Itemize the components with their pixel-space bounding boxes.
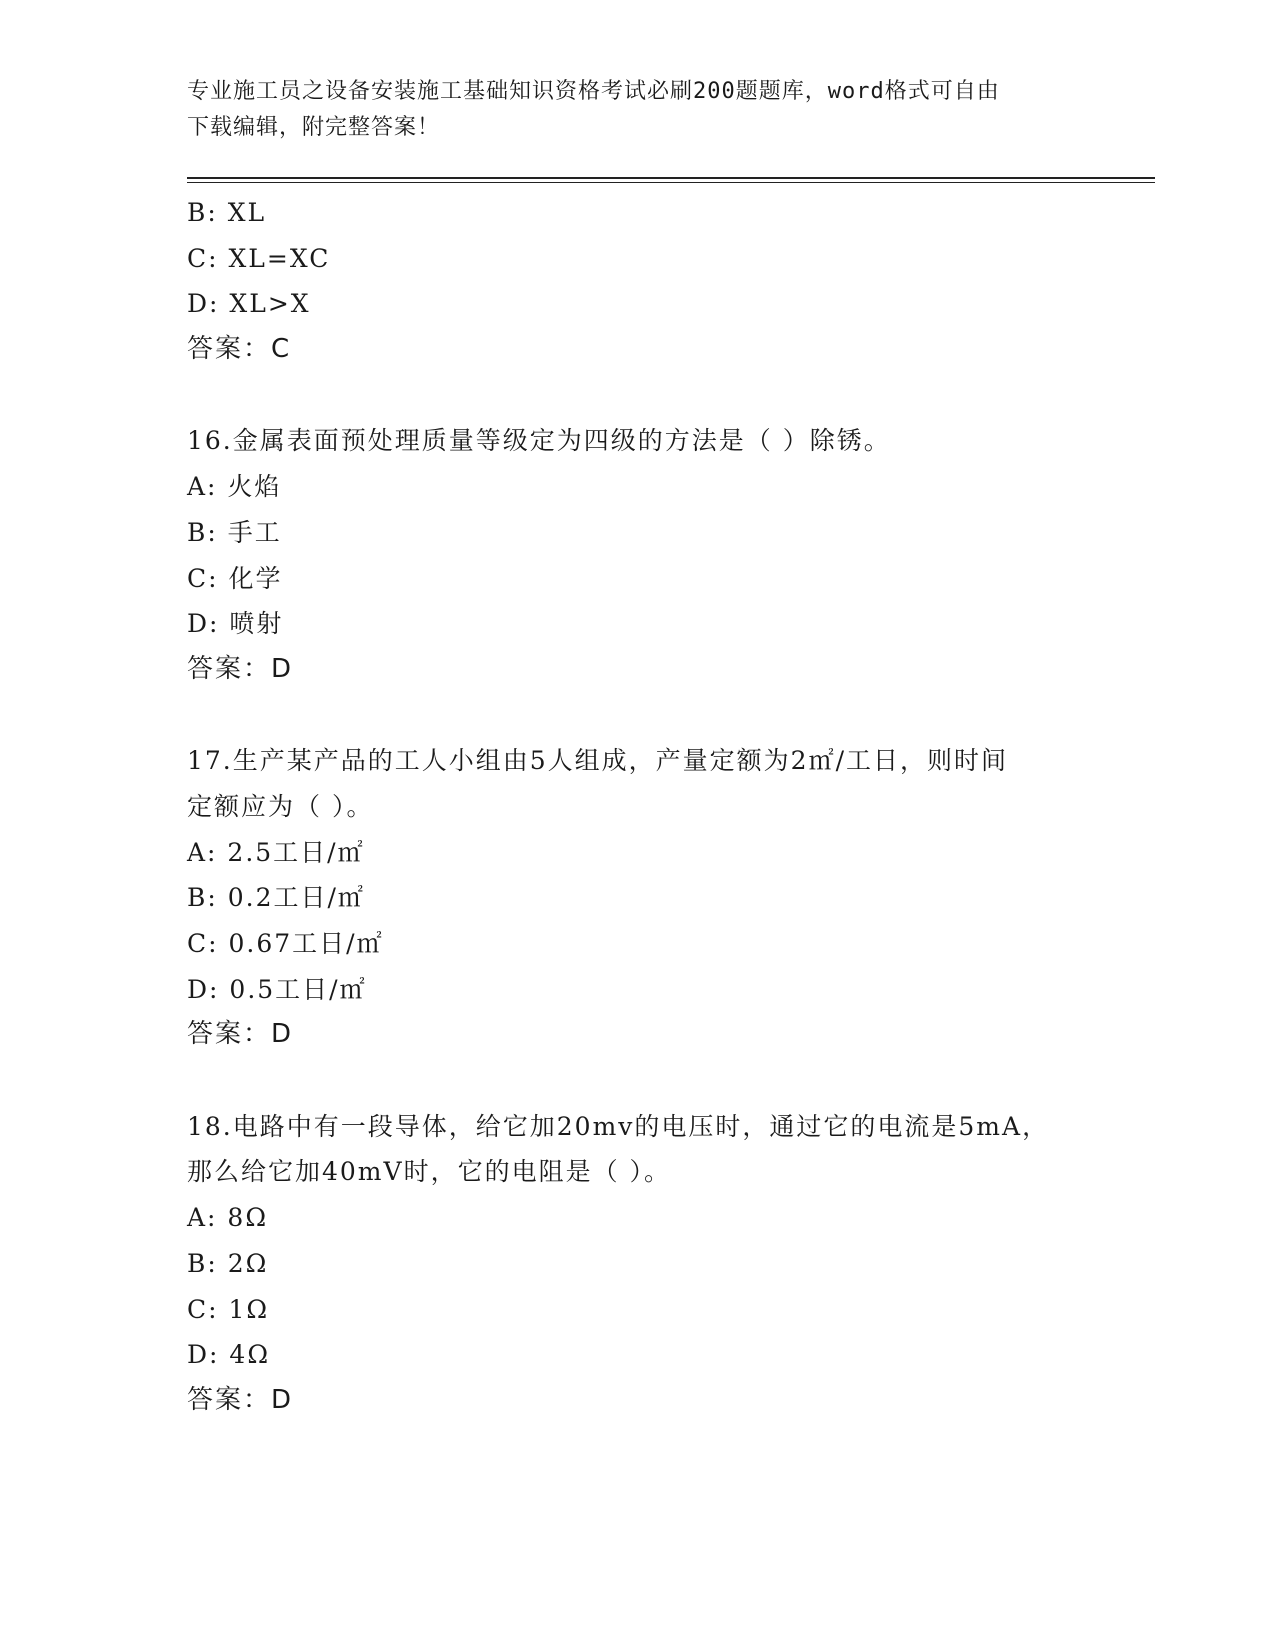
header-title-line-1: 专业施工员之设备安装施工基础知识资格考试必刷200题题库，word格式可自由 xyxy=(187,79,1000,104)
question-stem-line-1: 18.电路中有一段导体，给它加20mv的电压时，通过它的电流是5mA， xyxy=(187,1111,1050,1141)
option-a: A: 火焰 xyxy=(187,472,282,502)
question-18 xyxy=(187,1104,1087,1424)
question-list xyxy=(187,190,1087,1424)
option-b: B: 2Ω xyxy=(187,1248,269,1278)
header-title-line-2: 下载编辑，附完整答案！ xyxy=(187,115,441,140)
spacer xyxy=(187,373,1087,419)
question-stem: 16.金属表面预处理质量等级定为四级的方法是（ ）除锈。 xyxy=(187,426,891,456)
page-header xyxy=(187,74,1067,146)
question-stem-line-2: 那么给它加40mV时，它的电阻是（ ）。 xyxy=(187,1157,672,1187)
option-c: C: 0.67工日/㎡ xyxy=(187,929,384,958)
question-17 xyxy=(187,738,1087,1058)
question-16 xyxy=(187,418,1087,692)
option-a: A: 2.5工日/㎡ xyxy=(187,837,365,867)
option-d: D: 4Ω xyxy=(187,1340,271,1370)
spacer xyxy=(187,693,1087,739)
option-a: A: 8Ω xyxy=(187,1203,269,1233)
option-c: C: 1Ω xyxy=(187,1294,270,1324)
question-stem-line-1: 17.生产某产品的工人小组由5人组成，产量定额为2㎡/工日，则时间 xyxy=(187,746,1008,776)
answer: 答案：C xyxy=(187,334,292,365)
option-d: D: XL>X xyxy=(187,289,311,319)
spacer xyxy=(187,1058,1087,1104)
option-d: D: 喷射 xyxy=(187,609,284,639)
option-c: C: XL=XC xyxy=(187,243,331,273)
header-divider-thick xyxy=(187,177,1155,179)
answer: 答案：D xyxy=(187,1019,294,1050)
option-b: B: 手工 xyxy=(187,517,282,547)
answer: 答案：D xyxy=(187,1384,294,1415)
option-c: C: 化学 xyxy=(187,563,283,593)
question-15 xyxy=(187,190,1087,373)
header-divider-thin xyxy=(187,182,1155,183)
option-b: B: 0.2工日/㎡ xyxy=(187,883,365,913)
question-stem-line-2: 定额应为（ ）。 xyxy=(187,791,374,821)
answer: 答案：D xyxy=(187,653,294,684)
option-d: D: 0.5工日/㎡ xyxy=(187,974,367,1004)
option-b: B: XL xyxy=(187,198,267,227)
